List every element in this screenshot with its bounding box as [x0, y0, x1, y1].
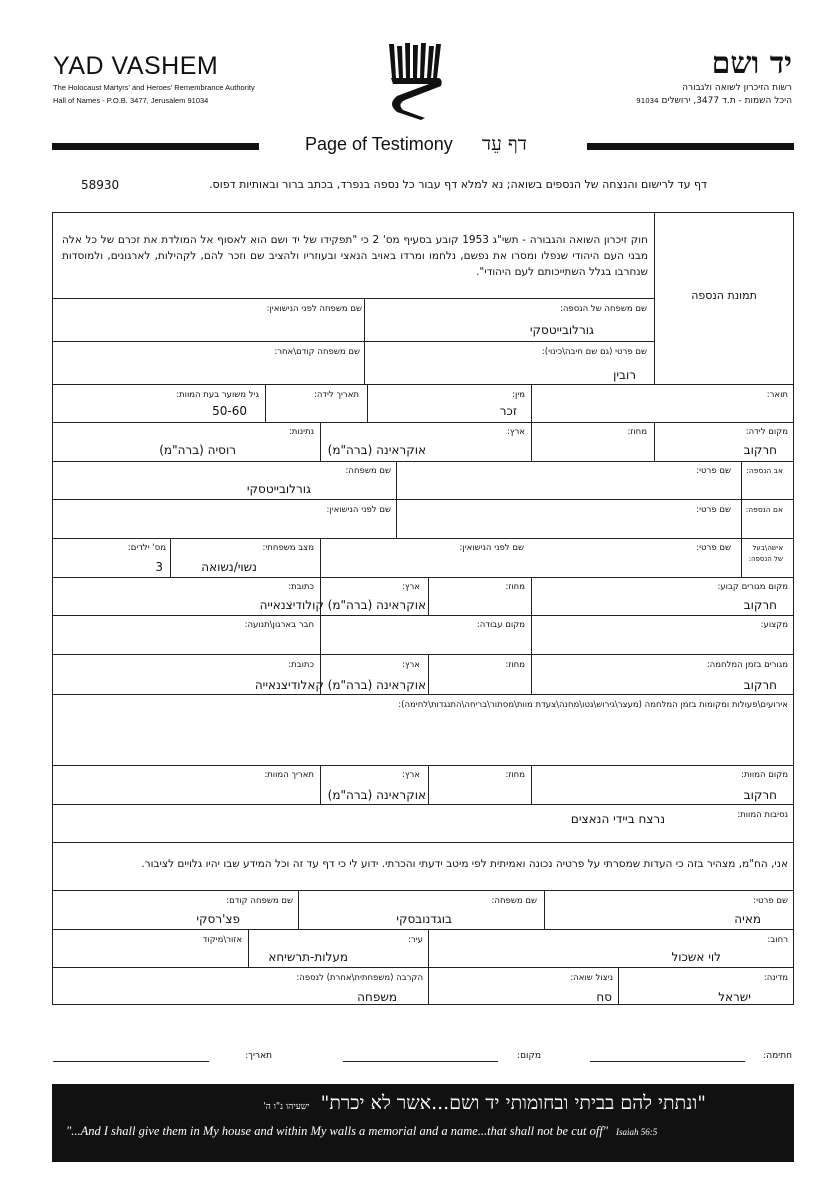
age-value[interactable]: 50-60 [212, 404, 247, 418]
spouse-label: אישה\בעל של הנספה: [748, 544, 783, 563]
street-value[interactable]: לוי אשכול [671, 950, 721, 964]
birth-country-value[interactable]: אוקראינה (ברה"מ) [327, 443, 426, 457]
footer-quote-he-ref: ישעיהו נ"ו ה' [263, 1102, 310, 1112]
gender-label: מין: [512, 390, 525, 400]
survivor-label: ניצול שואה: [570, 973, 613, 983]
father-family-label: שם משפחה: [345, 466, 391, 476]
mother-first-label: שם פרטי: [696, 505, 731, 515]
footer-quote-en: "...And I shall give them in My house and within My walls a memorial and a name...that shall not be cut off" [66, 1124, 609, 1138]
death-date-value[interactable]: אוקראינה (ברה"מ) [327, 788, 426, 802]
submitter-family-label: שם משפחה: [491, 896, 537, 906]
war-residence-value[interactable]: חרקוב [743, 678, 777, 692]
submitter-prev-family-value[interactable]: פצ'רסקי [196, 912, 240, 926]
submitter-first-value[interactable]: מאיה [734, 912, 761, 926]
marital-status-value[interactable]: נשוי/נשואה [201, 560, 257, 574]
war-residence-label: מגורים בזמן המלחמה: [706, 660, 788, 670]
photo-label: תמונת הנספה [691, 289, 757, 302]
nationality-value[interactable]: רוסיה (ברה"מ) [159, 443, 236, 457]
war-district-label: מחוז: [505, 660, 525, 670]
country-value[interactable]: ישראל [718, 990, 751, 1004]
workplace-label: מקום עבודה: [476, 620, 525, 630]
residence-district-label: מחוז: [505, 582, 525, 592]
signature-line[interactable] [590, 1061, 745, 1062]
zip-label: אזור\מיקוד [202, 935, 242, 945]
survivor-value[interactable]: סח [596, 990, 612, 1004]
relation-value[interactable]: משפחה [357, 990, 397, 1004]
war-address-value[interactable]: אוקראינה (ברה"מ) קאלודיצנאייה [254, 678, 426, 692]
city-label: עיר: [408, 935, 423, 945]
title-rule-right [587, 143, 794, 150]
footer-quote-en-ref: Isaiah 56:5 [616, 1127, 658, 1137]
submitter-family-value[interactable]: בוגדנובסקי [396, 912, 452, 926]
death-country-label: ארץ: [402, 770, 420, 780]
org-address-en: Hall of Names - P.O.B. 3477, Jerusalem 91034 [53, 96, 209, 105]
mother-label: אם הנספה: [745, 505, 783, 514]
father-first-label: שם פרטי: [696, 466, 731, 476]
place-line[interactable] [343, 1061, 498, 1062]
residence-address-label: כתובת: [288, 582, 314, 592]
mother-maiden-label: שם לפני הנישואין: [326, 505, 391, 515]
birth-place-value[interactable]: חרקוב [743, 443, 777, 457]
spouse-maiden-label: שם לפני הנישואין: [459, 543, 524, 553]
org-subtitle-he: רשות הזיכרון לשואה ולגבורה [682, 83, 792, 93]
death-circumstances-value[interactable]: נרצח ביידי הנאצים [570, 812, 665, 826]
children-label: מס' ילדים: [127, 543, 166, 553]
org-name-en: YAD VASHEM [53, 52, 219, 80]
prev-name-label: שם משפחה קודם\אחר: [274, 347, 360, 357]
birth-place-label: מקום לידה: [745, 427, 788, 437]
spouse-first-label: שם פרטי: [696, 543, 731, 553]
title-label: תואר: [766, 390, 788, 400]
submitter-prev-family-label: שם משפחה קודם: [226, 896, 293, 906]
page-title-en: Page of Testimony [305, 134, 453, 154]
country-label: מדינה: [763, 973, 788, 983]
date-label: תאריך: [245, 1051, 272, 1061]
gender-value[interactable]: זכר [499, 404, 517, 418]
nationality-label: נתינות: [288, 427, 314, 437]
profession-label: מקצוע: [760, 620, 788, 630]
first-name-value[interactable]: רובין [613, 368, 636, 382]
marital-status-label: מצב משפחתי: [262, 543, 314, 553]
footer-banner [52, 1084, 794, 1162]
death-date-label: תאריך המוות: [264, 770, 314, 780]
org-name-he: יד ושם [711, 46, 792, 81]
org-address-he: היכל השמות - ת.ד 3477, ירושלים 91034 [636, 96, 792, 106]
street-label: רחוב: [767, 935, 788, 945]
residence-label: מקום מגורים קבוע: [717, 582, 788, 592]
death-district-label: מחוז: [505, 770, 525, 780]
death-place-label: מקום המוות: [741, 770, 788, 780]
war-country-label: ארץ: [402, 660, 420, 670]
form-number: 58930 [81, 178, 120, 192]
residence-country-label: ארץ: [402, 582, 420, 592]
submitter-first-label: שם פרטי: [753, 896, 788, 906]
birth-district-label: מחוז: [627, 427, 647, 437]
father-label: אב הנספה: [746, 466, 783, 475]
death-circumstances-label: נסיבות המוות: [737, 810, 788, 820]
org-member-label: חבר בארגון\תנועה: [244, 620, 314, 630]
maiden-name-label: שם משפחה לפני הנישואין: [266, 304, 362, 314]
father-family-value[interactable]: גורלובייטסקי [246, 482, 311, 496]
death-place-value[interactable]: חרקוב [743, 788, 777, 802]
war-address-label: כתובת: [288, 660, 314, 670]
war-events-label: אירועים\פעולות ומקומות בזמן המלחמה (מעצר\גירוש\גטו\מחנה\צעדת מוות\מסתור\בריחה\התנגדות\לחימה): [398, 700, 788, 710]
form-instructions: דף עד לרישום והנצחה של הנספים בשואה; נא למלא דף עבור כל נספה בנפרד, בכתב ברור ובאותיות דפוס. [209, 178, 707, 191]
children-value[interactable]: 3 [155, 560, 163, 574]
footer-quote-en-block [66, 1122, 657, 1140]
footer-quote-he-block [263, 1092, 706, 1115]
age-label: גיל משוער בעת המוות: [176, 390, 259, 400]
place-label: מקום: [517, 1051, 541, 1061]
law-text: חוק זיכרון השואה והגבורה - תשי"ג 1953 קובע בסעיף מס' 2 כי "תפקידו של יד ושם הוא לאסוף אל המולדת את זכרם של כל אלה מבני העם היהודי שנפלו ומסרו את נפשם, נלחמו ומרדו באויב הנאצי ובעוזריו ולהציב שם וזכר להם, לקהילות, לארגונים, ולמוסדות שנחרבו בגלל השתייכותם לעם היהודי". [62, 234, 648, 278]
signature-label: חתימה: [763, 1051, 792, 1061]
first-name-label: שם פרטי (גם שם חיבה\כינוי): [541, 347, 647, 357]
residence-address-value[interactable]: אוקראינה (ברה"מ) קולודיצנאייה [259, 598, 426, 612]
family-name-label: שם משפחה של הנספה: [559, 304, 647, 314]
birth-date-label: תאריך לידה: [313, 390, 359, 400]
birth-country-label: ארץ: [507, 427, 525, 437]
yad-vashem-logo [385, 40, 447, 120]
page-title-he: דף עֵד [482, 133, 527, 155]
relation-label: הקרבה (משפחתית\אחרת) לנספה: [296, 973, 423, 983]
date-line[interactable] [53, 1061, 209, 1062]
city-value[interactable]: מעלות-תרשיחא [268, 950, 348, 964]
residence-value[interactable]: חרקוב [743, 598, 777, 612]
declaration-text: אני, הח"מ, מצהיר בזה כי העדות שמסרתי על פרטיה נכונה ואמיתית לפי מיטב ידעתי והכרתי. ידוע לי כי דף עד זה וכל המידע שבו יהיו גלויים לציבור. [141, 858, 788, 870]
org-subtitle-en: The Holocaust Martyrs' and Heroes' Remembrance Authority [53, 83, 255, 92]
title-rule-left [52, 143, 259, 150]
footer-quote-he: "ונתתי להם בביתי ובחומותי יד ושם...אשר לא יכרת" [320, 1092, 706, 1114]
family-name-value[interactable]: גורלובייטסקי [529, 323, 594, 337]
